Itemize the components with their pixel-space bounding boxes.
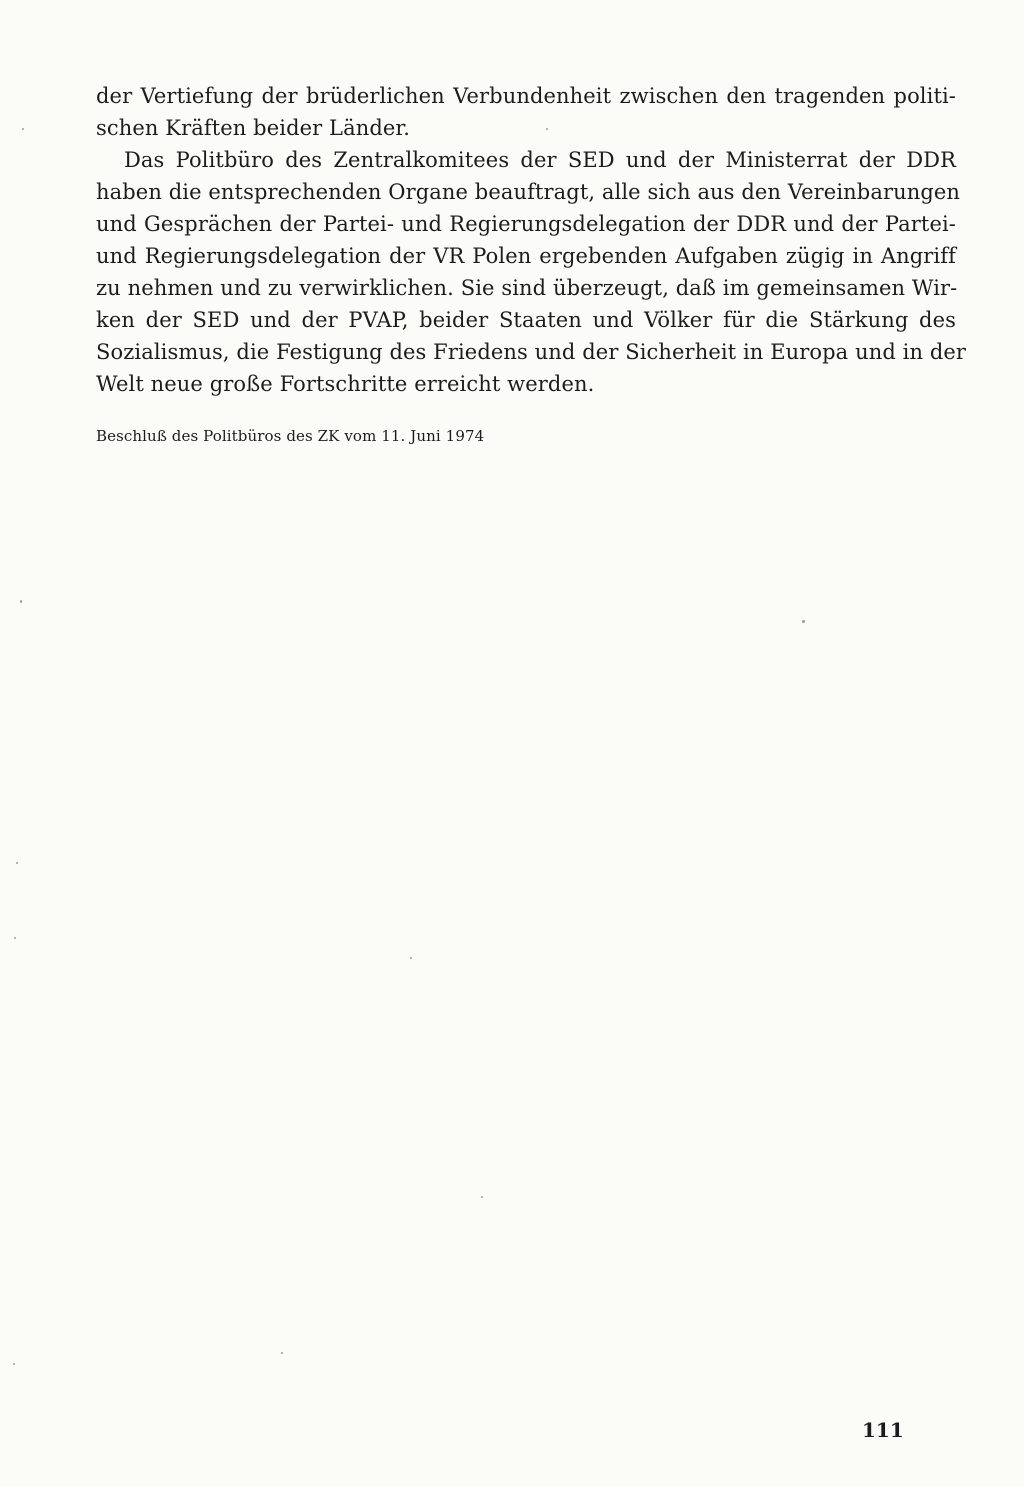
scan-speck [20, 600, 22, 603]
scan-speck [14, 937, 16, 939]
scan-speck [281, 1352, 283, 1354]
scan-speck [546, 128, 548, 130]
scan-speck [481, 1196, 483, 1198]
paragraph-line: Sozialismus, die Festigung des Friedens und der Sicherheit in Europa und in der [96, 340, 967, 364]
scan-speck [16, 862, 18, 864]
paragraph-line: haben die entsprechenden Organe beauftragt, alle sich aus den Vereinbarungen [96, 180, 961, 204]
source-note: Beschluß des Politbüros des ZK vom 11. Juni 1974 [96, 427, 485, 445]
paragraph-line: und Gesprächen der Partei- und Regierungsdelegation der DDR und der Partei- [96, 212, 956, 236]
body-text [96, 80, 967, 400]
scan-speck [410, 957, 412, 959]
paragraph-line: und Regierungsdelegation der VR Polen ergebenden Aufgaben zügig in Angriff [96, 244, 956, 268]
scan-speck [13, 1363, 15, 1365]
paragraph-line: Das Politbüro des Zentralkomitees der SED und der Ministerrat der DDR [124, 148, 956, 172]
paragraph-line: der Vertiefung der brüderlichen Verbundenheit zwischen den tragenden politi- [96, 84, 956, 108]
scan-speck [802, 620, 805, 623]
paragraph-line: zu nehmen und zu verwirklichen. Sie sind überzeugt, daß im gemeinsamen Wir- [96, 276, 958, 300]
paragraph-line: Welt neue große Fortschritte erreicht werden. [96, 372, 595, 396]
paragraph-line: schen Kräften beider Länder. [96, 116, 411, 140]
page-number: 111 [862, 1418, 904, 1442]
scan-speck [22, 128, 24, 130]
paragraph-line: ken der SED und der PVAP, beider Staaten und Völker für die Stärkung des [96, 308, 956, 332]
